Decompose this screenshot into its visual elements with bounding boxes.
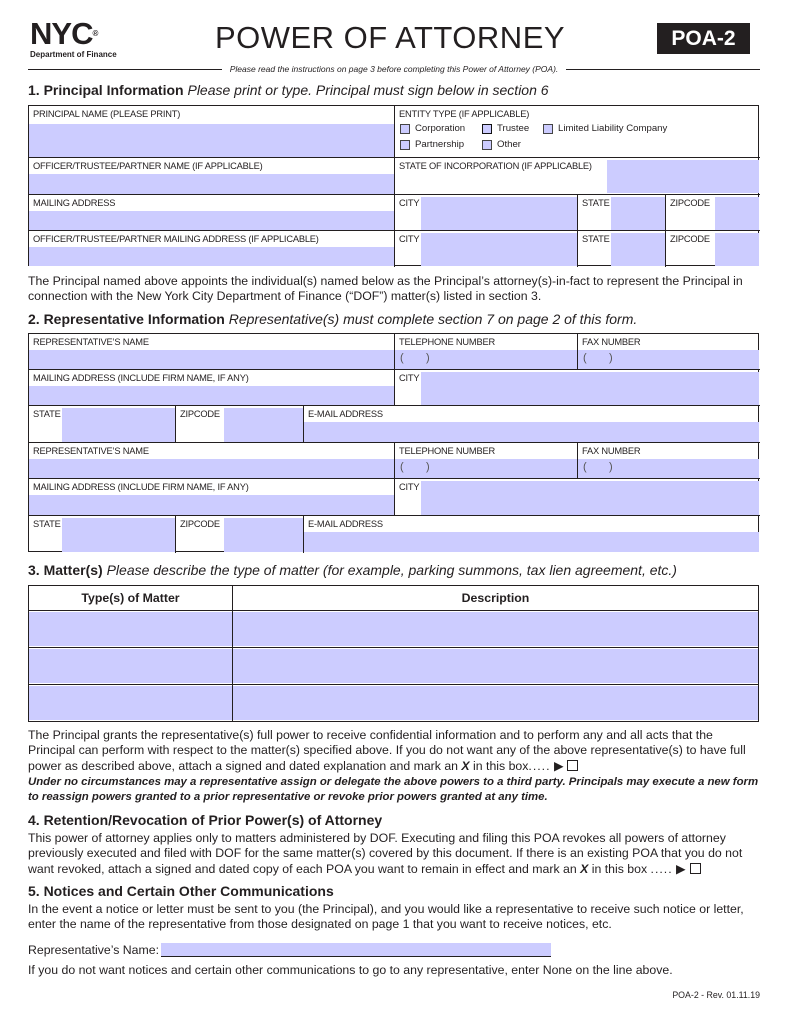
matters-header-row <box>29 586 759 611</box>
section2-heading <box>28 311 637 327</box>
mailing-address-label: MAILING ADDRESS <box>33 198 116 208</box>
corporation-label: Corporation <box>415 123 466 134</box>
department-name: Department of Finance <box>30 50 117 59</box>
rep2-name-field[interactable] <box>29 459 394 478</box>
corporation-checkbox[interactable] <box>400 124 410 134</box>
rep2-email-field[interactable] <box>304 532 759 552</box>
rep1-mailing-field[interactable] <box>29 386 394 405</box>
rep1-state-label: STATE <box>33 409 61 419</box>
entity-option-corporation[interactable] <box>400 123 465 134</box>
arrow-right-icon: ▶ <box>676 861 686 876</box>
rep1-phone-label: TELEPHONE NUMBER <box>399 337 495 347</box>
grant-x: X <box>461 758 470 773</box>
mailing-address-field[interactable] <box>29 211 394 230</box>
officer-state-field[interactable] <box>611 233 665 266</box>
rep2-phone-paren-close: ) <box>426 461 430 473</box>
matter-desc-cell <box>233 611 759 648</box>
arrow-right-icon: ▶ <box>553 758 564 773</box>
rep2-zip-field[interactable] <box>224 518 303 552</box>
matter-desc-field[interactable] <box>233 686 758 720</box>
rep2-fax-cell <box>578 443 760 479</box>
rep1-phone-paren-close: ) <box>426 352 430 364</box>
section2-subtitle: Representative(s) must complete section 7 on page 2 of this form. <box>228 311 638 327</box>
city-cell <box>395 195 578 231</box>
matter-desc-field[interactable] <box>233 649 758 683</box>
rep2-mailing-cell <box>29 479 395 516</box>
state-incorp-field[interactable] <box>607 160 759 193</box>
rep1-city-field[interactable] <box>421 372 759 405</box>
matter-type-cell <box>29 611 233 648</box>
appoint-paragraph: The Principal named above appoints the individual(s) named below as the Principal’s attorney(s)-in-fact to represent the Principal in connection with the New York City Department of Finance (“DOF”) matter(s) listed in section 3. <box>28 274 743 304</box>
rep2-state-cell <box>29 516 176 553</box>
leader-dots: ..... <box>528 758 551 773</box>
matter-desc-field[interactable] <box>233 612 758 646</box>
principal-name-cell <box>29 106 395 158</box>
col-desc-header: Description <box>233 586 759 611</box>
rep2-fax-paren-close: ) <box>609 461 613 473</box>
matter-desc-cell <box>233 648 759 685</box>
trustee-checkbox[interactable] <box>482 124 492 134</box>
retention-x: X <box>580 861 589 876</box>
rep2-mailing-label: MAILING ADDRESS (INCLUDE FIRM NAME, IF ANY) <box>33 482 249 492</box>
principal-name-label: PRINCIPAL NAME (PLEASE PRINT) <box>33 109 181 119</box>
section1-subtitle: Please print or type. Principal must sign below in section 6 <box>187 82 549 98</box>
rep2-city-label: CITY <box>399 482 420 492</box>
state-label: STATE <box>582 198 610 208</box>
rep2-email-cell <box>304 516 760 553</box>
rep2-state-field[interactable] <box>62 518 175 552</box>
rep2-phone-label: TELEPHONE NUMBER <box>399 446 495 456</box>
rep1-email-field[interactable] <box>304 422 759 442</box>
rep1-phone-cell <box>395 334 578 370</box>
rep1-mailing-cell <box>29 370 395 406</box>
grant-text-end: in this box <box>469 758 529 773</box>
grant-text: The Principal grants the representative(s) full power to receive confidential information and to perform any and all acts that the Principal can perform with respect to the matter(s) specified above. If you do not want any of the above representative(s) to have full power as described above, attach a signed and dated explanation and mark an <box>28 728 746 773</box>
state-incorp-cell <box>395 158 760 195</box>
form-title: POWER OF ATTORNEY <box>214 20 566 55</box>
table-row <box>29 611 759 648</box>
matter-type-field[interactable] <box>29 686 232 720</box>
llc-checkbox[interactable] <box>543 124 553 134</box>
rep1-phone-field[interactable] <box>395 350 577 369</box>
section1-heading <box>28 82 549 98</box>
officer-state-cell <box>578 231 666 267</box>
notices-paragraph: In the event a notice or letter must be sent to you (the Principal), and you would like a representative to receive such notice or letter, enter the name of the representative from those designated on page 1 that you want to receive notices, etc. <box>28 902 744 932</box>
rep2-phone-field[interactable] <box>395 459 577 478</box>
rep1-city-cell <box>395 370 760 406</box>
officer-mailing-label: OFFICER/TRUSTEE/PARTNER MAILING ADDRESS (IF APPLICABLE) <box>33 234 319 244</box>
rep2-fax-label: FAX NUMBER <box>582 446 641 456</box>
instructions-note: Please read the instructions on page 3 before completing this Power of Attorney (POA). <box>229 64 559 74</box>
rep1-zip-label: ZIPCODE <box>180 409 220 419</box>
retention-text: This power of attorney applies only to matters administered by DOF. Executing and filing this POA revokes all powers of attorney previously executed and filed with DOF for the same matter(s) covered by this document. If there is an existing POA that you do not want revoked, attach a signed and dated copy of each POA you want to remain in effect and mark an <box>28 831 743 876</box>
rep1-email-cell <box>304 406 760 443</box>
state-cell <box>578 195 666 231</box>
table-row <box>29 648 759 685</box>
none-instruction: If you do not want notices and certain other communications to go to any representative, enter None on the line above. <box>28 963 673 977</box>
rep1-name-cell <box>29 334 395 370</box>
other-label: Other <box>497 139 521 150</box>
rep2-name-label: REPRESENTATIVE’S NAME <box>33 446 149 456</box>
llc-label: Limited Liability Company <box>558 123 668 134</box>
rep-name-label: Representative’s Name: <box>28 943 160 957</box>
officer-zip-label: ZIPCODE <box>670 234 710 244</box>
col-type-header: Type(s) of Matter <box>29 586 233 611</box>
section4-heading: 4. Retention/Revocation of Prior Power(s) of Attorney <box>28 812 383 828</box>
rep2-state-label: STATE <box>33 519 61 529</box>
rule-right <box>566 69 760 70</box>
officer-mailing-field[interactable] <box>29 247 394 266</box>
rep1-fax-cell <box>578 334 760 370</box>
rep2-zip-cell <box>176 516 304 553</box>
partnership-checkbox[interactable] <box>400 140 410 150</box>
officer-mailing-cell <box>29 231 395 267</box>
revision-footer: POA-2 - Rev. 01.11.19 <box>672 990 760 1000</box>
rep1-phone-paren-open: ( <box>400 352 404 364</box>
entity-option-other[interactable] <box>482 139 521 150</box>
officer-city-cell <box>395 231 578 267</box>
matters-table <box>28 585 759 722</box>
officer-state-label: STATE <box>582 234 610 244</box>
zip-field[interactable] <box>715 197 759 230</box>
entity-option-trustee[interactable] <box>482 123 529 134</box>
officer-name-cell <box>29 158 395 195</box>
rep2-phone-paren-open: ( <box>400 461 404 473</box>
rep2-email-label: E-MAIL ADDRESS <box>308 519 383 529</box>
entity-option-llc[interactable] <box>543 123 667 134</box>
representative-grid <box>28 333 759 552</box>
grant-paragraph <box>28 728 763 774</box>
officer-name-field[interactable] <box>29 174 394 194</box>
trustee-label: Trustee <box>497 123 530 134</box>
rep1-mailing-label: MAILING ADDRESS (INCLUDE FIRM NAME, IF ANY) <box>33 373 249 383</box>
form-badge: POA-2 <box>657 23 750 54</box>
rep2-phone-cell <box>395 443 578 479</box>
principal-grid <box>28 105 759 266</box>
rep2-fax-field[interactable] <box>578 459 759 478</box>
table-row <box>29 685 759 722</box>
retention-paragraph <box>28 831 763 877</box>
mailing-address-cell <box>29 195 395 231</box>
rep1-email-label: E-MAIL ADDRESS <box>308 409 383 419</box>
rep2-name-cell <box>29 443 395 479</box>
state-incorp-label: STATE OF INCORPORATION (IF APPLICABLE) <box>399 161 592 171</box>
section5-heading: 5. Notices and Certain Other Communications <box>28 883 334 899</box>
zip-label: ZIPCODE <box>670 198 710 208</box>
rep1-zip-cell <box>176 406 304 443</box>
entity-option-partnership[interactable] <box>400 139 464 150</box>
rep1-zip-field[interactable] <box>224 408 303 442</box>
section3-title: 3. Matter(s) <box>28 562 103 578</box>
section1-title: 1. Principal Information <box>28 82 184 98</box>
rep1-city-label: CITY <box>399 373 420 383</box>
rep1-state-cell <box>29 406 176 443</box>
leader-dots: ..... <box>650 861 673 876</box>
matter-type-field[interactable] <box>29 612 232 646</box>
rep1-fax-paren-open: ( <box>583 352 587 364</box>
retention-text-end: in this box <box>588 861 648 876</box>
nyc-logo <box>30 16 140 59</box>
section3-heading <box>28 562 677 578</box>
rep1-name-field[interactable] <box>29 350 394 369</box>
rep2-mailing-field[interactable] <box>29 495 394 515</box>
logo-reg: ® <box>92 29 99 38</box>
zip-cell <box>666 195 760 231</box>
officer-zip-field[interactable] <box>715 233 759 266</box>
matter-type-cell <box>29 685 233 722</box>
other-checkbox[interactable] <box>482 140 492 150</box>
matter-type-cell <box>29 648 233 685</box>
rep1-name-label: REPRESENTATIVE’S NAME <box>33 337 149 347</box>
warning-text: Under no circumstances may a representative assign or delegate the above powers to a third party. Principals may execute a new form to reassign powers granted to a prior representative or revoke prior powers granted at any time. <box>28 776 759 804</box>
entity-type-label: ENTITY TYPE (IF APPLICABLE) <box>399 109 530 119</box>
entity-type-cell <box>395 106 760 158</box>
rule-left <box>28 69 222 70</box>
principal-name-field[interactable] <box>29 124 394 157</box>
matter-desc-cell <box>233 685 759 722</box>
rep1-state-field[interactable] <box>62 408 175 442</box>
no-full-power-checkbox[interactable] <box>567 760 578 771</box>
rep2-zip-label: ZIPCODE <box>180 519 220 529</box>
rep2-city-cell <box>395 479 760 516</box>
section3-subtitle: Please describe the type of matter (for example, parking summons, tax lien agreement, etc.) <box>106 562 677 578</box>
logo-text: NYC <box>30 16 93 51</box>
city-field[interactable] <box>421 197 577 230</box>
officer-city-label: CITY <box>399 234 420 244</box>
rep2-fax-paren-open: ( <box>583 461 587 473</box>
officer-city-field[interactable] <box>421 233 577 266</box>
partnership-label: Partnership <box>415 139 465 150</box>
rep2-city-field[interactable] <box>421 481 759 515</box>
notice-rep-name-field[interactable] <box>161 943 551 957</box>
retain-prior-poa-checkbox[interactable] <box>690 863 701 874</box>
rep1-fax-field[interactable] <box>578 350 759 369</box>
instructions-note-row <box>28 62 760 76</box>
rep1-fax-label: FAX NUMBER <box>582 337 641 347</box>
section2-title: 2. Representative Information <box>28 311 225 327</box>
city-label: CITY <box>399 198 420 208</box>
matter-type-field[interactable] <box>29 649 232 683</box>
state-field[interactable] <box>611 197 665 230</box>
rep1-fax-paren-close: ) <box>609 352 613 364</box>
officer-name-label: OFFICER/TRUSTEE/PARTNER NAME (IF APPLICABLE) <box>33 161 263 171</box>
rep-name-row <box>28 943 763 958</box>
officer-zip-cell <box>666 231 760 267</box>
